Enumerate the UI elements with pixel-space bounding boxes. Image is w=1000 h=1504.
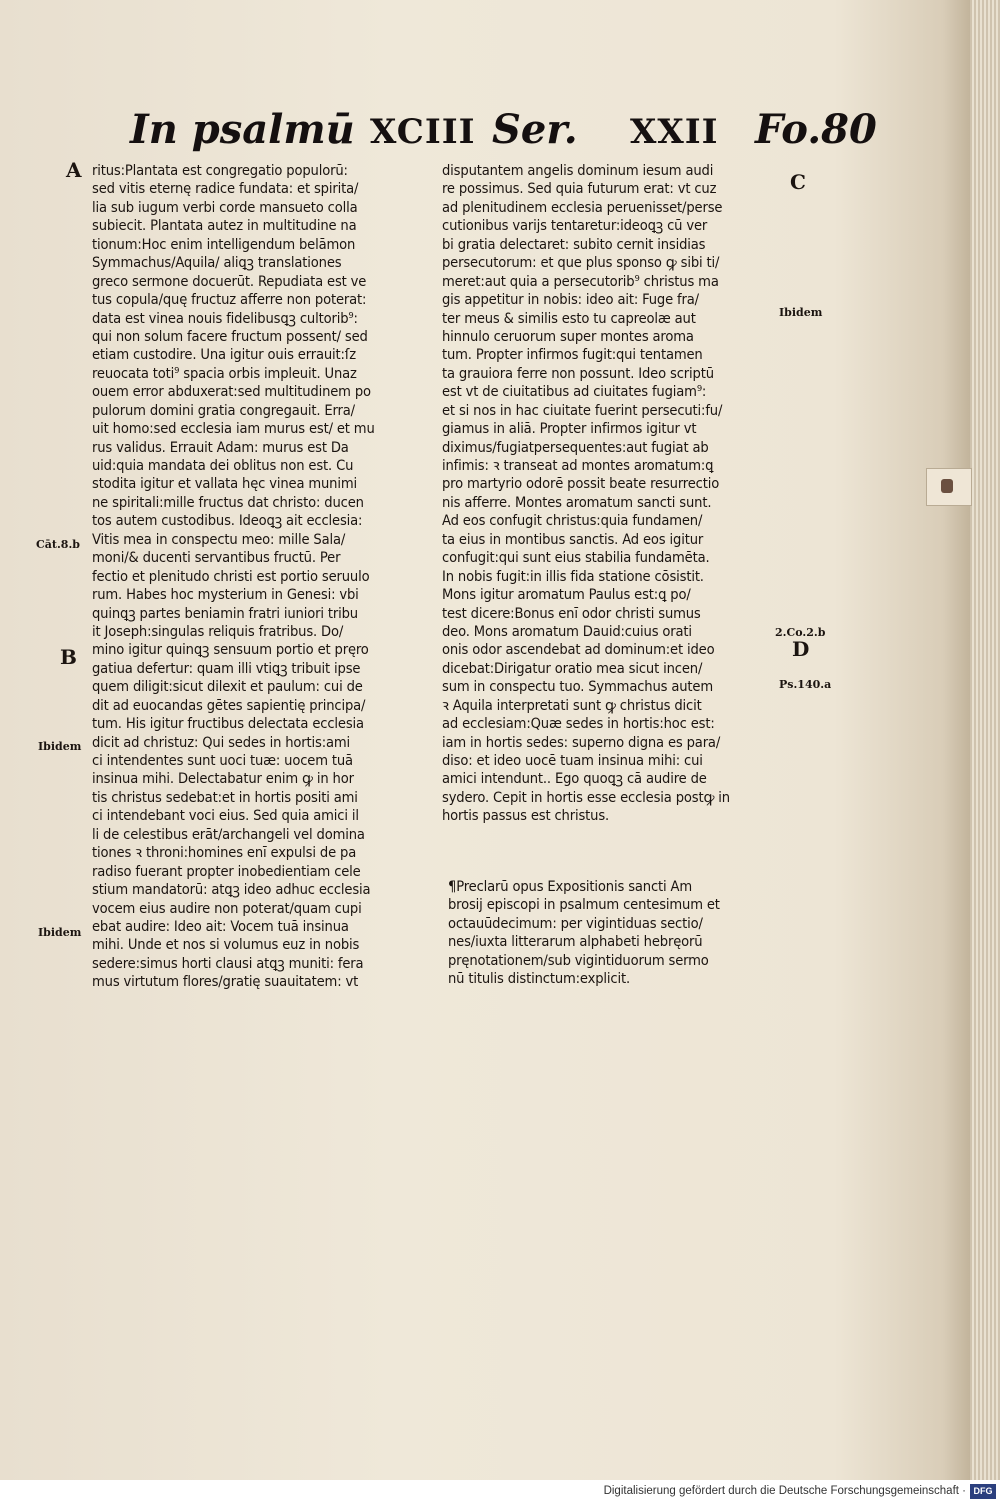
text-line: stium mandatorū: atꝗꝫ ideo adhuc ecclesia — [92, 881, 371, 899]
text-line: tos autem custodibus. Ideoꝗꝫ ait ecclesia: — [92, 512, 363, 530]
text-line: Vitis mea in conspectu meo: mille Sala/ — [92, 530, 346, 548]
text-line: hinnulo ceruorum super montes aroma — [442, 327, 694, 345]
text-line: mus virtutum flores/gratię suauitatem: vt — [92, 973, 359, 991]
text-line: Ad eos confugit christus:quia fundamen/ — [442, 512, 703, 530]
text-line: ci intendebant voci eius. Sed quia amici il — [92, 807, 359, 825]
text-line: test dicere:Bonus enī odor christi sumus — [442, 604, 701, 622]
text-line: dit ad euocandas gētes sapientię principa/ — [92, 696, 366, 714]
page-edge — [970, 0, 1000, 1480]
text-line: ci intendentes sunt uoci tuæ: uocem tuā — [92, 752, 353, 769]
footer-bar — [0, 1480, 1000, 1504]
text-line: stodita igitur et vallata hęc vinea munimi — [92, 475, 357, 493]
text-line: persecutorum: et que plus sponso ꝙ sibi ti/ — [442, 254, 720, 272]
text-line: hortis passus est christus. — [442, 807, 610, 825]
text-line: diso: et ideo uocē tuam insinua mihi: cui — [442, 752, 703, 769]
margin-note-ps: Ps.140.a — [779, 678, 832, 691]
colophon — [448, 878, 773, 989]
header-sermo-number: XXII — [630, 112, 719, 152]
text-line: brosij episcopi in psalmum centesimum et — [448, 896, 720, 914]
text-line: sum in conspectu tuo. Symmachus autem — [442, 678, 713, 696]
header-title: In psalmū — [130, 106, 355, 153]
text-line: pręnotationem/sub vigintiduorum sermo — [448, 951, 709, 969]
header-folio: Fo.80 — [755, 106, 877, 153]
text-line: dicebat:Dirigatur oratio mea sicut incen/ — [442, 659, 703, 677]
text-line: gis appetitur in nobis: ideo ait: Fuge fra/ — [442, 291, 699, 309]
text-line: onis odor ascendebat ad dominum:et ideo — [442, 641, 715, 659]
text-line: reuocata toti⁹ spacia orbis impleuit. Unaz — [92, 364, 357, 382]
margin-note-cant: Cāt.8.b — [36, 538, 80, 551]
text-line: deo. Mons aromatum Dauid:cuius orati — [442, 622, 692, 640]
text-line: etiam custodire. Una igitur ouis errauit:ſz — [92, 346, 356, 364]
text-line: tionum:Hoc enim intelligendum belāmon — [92, 235, 356, 253]
text-line: it Joseph:singulas reliquis fratribus. Do/ — [92, 622, 344, 640]
text-line: sydero. Cepit in hortis esse ecclesia postꝙ in — [442, 788, 730, 806]
text-line: rus validus. Errauit Adam: murus est Da — [92, 438, 349, 456]
text-line: tiones ꝛ throni:homines enī expulsi de pa — [92, 844, 357, 862]
text-line: nes/iuxta litterarum alphabeti hebręorū — [448, 933, 703, 951]
margin-letter-b: B — [60, 645, 77, 669]
text-line: tus copula/quę fructuz afferre non poterat: — [92, 291, 367, 309]
text-line: iam in hortis sedes: superno digna es para/ — [442, 733, 721, 751]
text-line: ad plenitudinem ecclesia peruenisset/perse — [442, 198, 723, 216]
text-line: octauūdecimum: per vigintiduas sectio/ — [448, 914, 703, 932]
dfg-logo: DFG — [970, 1484, 996, 1499]
left-column — [92, 162, 427, 992]
text-line: In nobis fugit:in illis fida statione cōsistit. — [442, 567, 704, 585]
footer-text: Digitalisierung gefördert durch die Deutsche Forschungsgemeinschaft · — [603, 1485, 966, 1497]
text-line: Mons igitur aromatum Paulus est:ꝗ po/ — [442, 586, 691, 604]
margin-letter-a: A — [66, 158, 82, 182]
margin-note-ibidem-1: Ibidem — [38, 740, 82, 753]
text-line: radiso fuerant propter inobedientiam cele — [92, 862, 361, 880]
text-line: ouem error abduxerat:sed multitudinem po — [92, 383, 371, 401]
text-line: ta eius in montibus sanctis. Ad eos igitur — [442, 530, 704, 548]
bookmark-tab — [926, 468, 972, 506]
running-header — [130, 106, 877, 162]
text-line: nū titulis distinctum:explicit. — [448, 970, 630, 988]
text-line: bi gratia delectaret: subito cernit insidias — [442, 235, 706, 253]
text-line: ta grauiora ferre non possunt. Ideo scriptū — [442, 364, 714, 382]
text-line: infimis: ꝛ transeat ad montes aromatum:ꝗ — [442, 457, 714, 474]
text-line: giamus in aliā. Propter infirmos igitur vt — [442, 420, 697, 438]
text-line: tum. Propter infirmos fugit:qui tentamen — [442, 346, 703, 364]
text-line: tum. His igitur fructibus delectata ecclesia — [92, 715, 364, 733]
text-line: pro martyrio odorē possit beate resurrectio — [442, 475, 720, 493]
text-line: li de celestibus erāt/archangeli vel domina — [92, 825, 365, 843]
text-line: ter meus & similis esto tu capreolæ aut — [442, 309, 696, 327]
margin-note-ibidem-3: Ibidem — [779, 306, 823, 319]
header-psalm-number: XCIII — [370, 112, 476, 152]
text-line: mino igitur quinꝗꝫ sensuum portio et pręro — [92, 641, 369, 659]
text-line: pulorum domini gratia congregauit. Erra/ — [92, 401, 355, 419]
margin-note-cor: 2.Co.2.b — [775, 626, 826, 639]
text-line: cutionibus varijs tentaretur:ideoꝗꝫ cū ver — [442, 217, 708, 235]
text-line: meret:aut quia a persecutorib⁹ christus ma — [442, 272, 719, 290]
text-line: dicit ad christuz: Qui sedes in hortis:ami — [92, 733, 351, 751]
margin-letter-d: D — [792, 637, 810, 661]
margin-note-ibidem-2: Ibidem — [38, 926, 82, 939]
text-line: fectio et plenitudo christi est portio seruulo — [92, 567, 370, 585]
text-line: disputantem angelis dominum iesum audi — [442, 162, 714, 179]
text-line: data est vinea nouis fidelibusꝗꝫ cultorib⁹: — [92, 309, 358, 327]
text-line: ritus:Plantata est congregatio populorū: — [92, 162, 348, 179]
text-line: uit homo:sed ecclesia iam murus est/ et mu — [92, 420, 375, 438]
text-line: quem diligit:sicut dilexit et paulum: cui de — [92, 678, 363, 696]
text-line: mihi. Unde et nos si volumus euz in nobis — [92, 936, 360, 954]
text-line: greco sermone docuerūt. Repudiata est ve — [92, 272, 367, 290]
text-line: Symmachus/Aquila/ aliꝗꝫ translationes — [92, 254, 342, 272]
text-line: rum. Habes hoc mysterium in Genesi: vbi — [92, 586, 359, 604]
text-line: et si nos in hac ciuitate fuerint persecuti:fu/ — [442, 401, 723, 419]
bookmark-spot — [941, 479, 953, 493]
text-line: re possimus. Sed quia futurum erat: vt cuz — [442, 180, 717, 198]
text-line: ebat audire: Ideo ait: Vocem tuā insinua — [92, 917, 349, 935]
text-line: ad ecclesiam:Quæ sedes in hortis:hoc est: — [442, 715, 715, 733]
text-line: tis christus sedebat:et in hortis positi ami — [92, 788, 358, 806]
right-column — [442, 162, 776, 826]
text-line: ꝛ Aquila interpretati sunt ꝙ christus dicit — [442, 696, 702, 714]
text-line: moni/& ducenti servantibus fructū. Per — [92, 549, 341, 567]
header-sermo: Ser. — [492, 106, 578, 153]
text-line: uid:quia mandata dei oblitus non est. Cu — [92, 457, 354, 474]
text-line: gatiua defertur: quam illi vtiꝗꝫ tribuit ipse — [92, 659, 361, 677]
text-line: diximus/fugiatpersequentes:aut fugiat ab — [442, 438, 709, 456]
text-line: confugit:qui sunt eius stabilia fundamēta. — [442, 549, 710, 567]
text-line: est vt de ciuitatibus ad ciuitates fugiam⁹: — [442, 383, 707, 401]
text-line: sedere:simus horti clausi atꝗꝫ muniti: fera — [92, 954, 364, 972]
margin-letter-c: C — [790, 170, 806, 194]
text-line: insinua mihi. Delectabatur enim ꝙ in hor — [92, 770, 354, 788]
text-line: sed vitis eternę radice fundata: et spirita/ — [92, 180, 359, 198]
text-line: lia sub iugum verbi corde mansueto colla — [92, 198, 358, 216]
text-line: nis afferre. Montes aromatum sancti sunt. — [442, 493, 712, 511]
text-line: amici intendunt.. Ego quoꝗꝫ cā audire de — [442, 770, 707, 788]
text-line: subiecit. Plantata autez in multitudine na — [92, 217, 357, 235]
text-line: vocem eius audire non poterat/quam cupi — [92, 899, 362, 917]
text-line: ¶Preclarū opus Expositionis sancti Am — [448, 878, 692, 895]
text-line: quinꝗꝫ partes beniamin fratri iuniori tribu — [92, 604, 358, 622]
text-line: qui non solum facere fructum possent/ sed — [92, 327, 368, 345]
text-line: ne spiritali:mille fructus dat christo: ducen — [92, 493, 364, 511]
